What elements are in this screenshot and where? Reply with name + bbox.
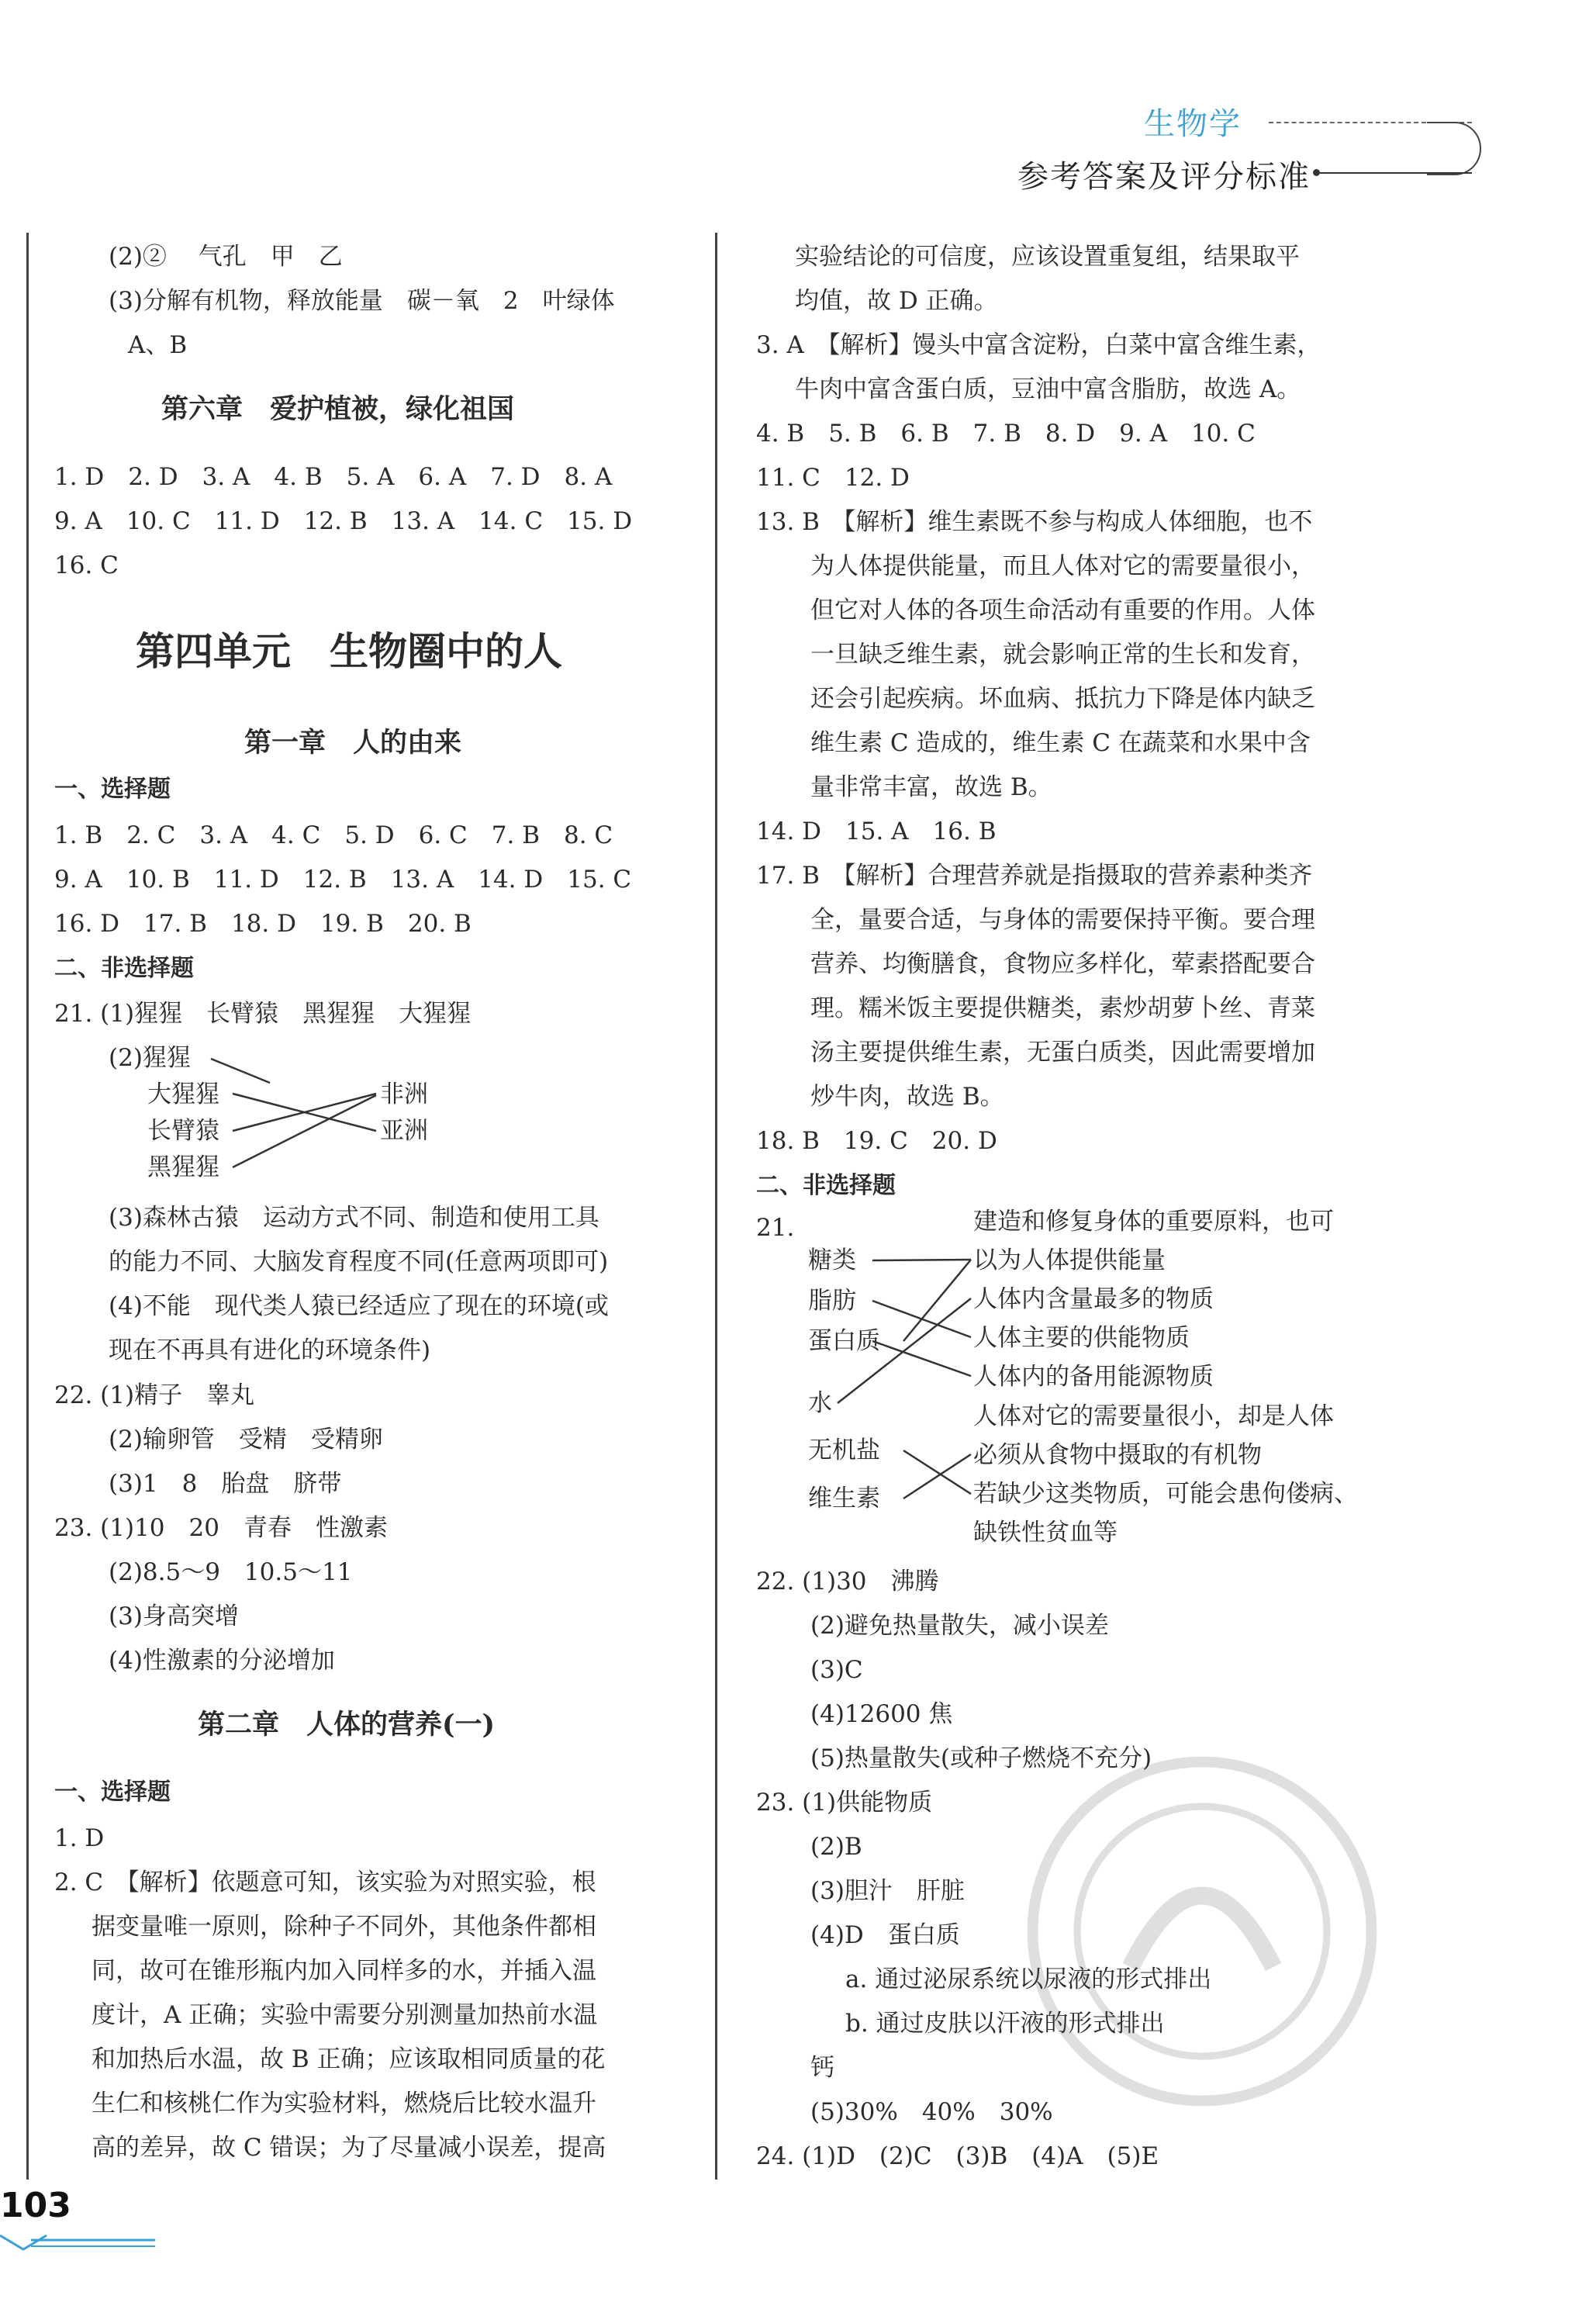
answer-line: (4)性激素的分泌增加 xyxy=(109,1647,335,1675)
answer-line: 9. A 10. C 11. D 12. B 13. A 14. C 15. D xyxy=(54,507,633,535)
answer-line: 9. A 10. B 11. D 12. B 13. A 14. D 15. C xyxy=(54,866,632,894)
answer-line: A、B xyxy=(128,331,188,359)
answer-line: 无机盐 xyxy=(808,1436,880,1464)
match-line xyxy=(211,1059,270,1083)
match-line xyxy=(903,1454,971,1499)
answer-line: (3)身高突增 xyxy=(109,1602,239,1630)
answer-line: (2)避免热量散失，减小误差 xyxy=(810,1612,1109,1640)
answer-line: 炒牛肉，故选 B。 xyxy=(810,1083,1004,1111)
answer-line: 22. (1)精子 睾丸 xyxy=(54,1381,255,1409)
answer-line: 亚洲 xyxy=(380,1117,428,1145)
answer-line: 3. A 【解析】馒头中富含淀粉，白菜中富含维生素， xyxy=(756,331,1321,359)
answer-line: (3)森林古猿 运动方式不同、制造和使用工具 xyxy=(109,1204,599,1232)
page-number-chevron-icon xyxy=(0,2232,155,2256)
answer-line: (5)30% 40% 30% xyxy=(810,2098,1053,2126)
answer-line: (5)热量散失(或种子燃烧不充分) xyxy=(810,1744,1152,1772)
chapter-heading: 第二章 人体的营养(一) xyxy=(198,1709,496,1741)
answer-line: 2. C 【解析】依题意可知，该实验为对照实验，根 xyxy=(54,1869,596,1896)
answer-line: 24. (1)D (2)C (3)B (4)A (5)E xyxy=(756,2142,1159,2170)
answer-line: 水 xyxy=(808,1389,832,1417)
answer-line: 非洲 xyxy=(380,1080,428,1108)
answer-line: (3)C xyxy=(810,1656,863,1684)
answer-line: 和加热后水温，故 B 正确；应该取相同质量的花 xyxy=(92,2045,606,2073)
section-heading: 二、非选择题 xyxy=(54,955,194,982)
answer-line: 一旦缺乏维生素，就会影响正常的生长和发育， xyxy=(810,641,1315,669)
answer-line: 13. B 【解析】维生素既不参与构成人体细胞，也不 xyxy=(756,508,1313,536)
answer-line: (2)B xyxy=(810,1833,862,1861)
answer-line: 18. B 19. C 20. D xyxy=(756,1127,997,1155)
answer-line: (2)8.5～9 10.5～11 xyxy=(109,1558,353,1586)
answer-line: 维生素 C 造成的，维生素 C 在蔬菜和水果中含 xyxy=(810,729,1311,757)
answer-line: 16. C xyxy=(54,551,119,579)
match-line xyxy=(903,1260,971,1341)
answer-line: 营养、均衡膳食，食物应多样化，荤素搭配要合 xyxy=(810,950,1315,978)
answer-line: 的能力不同、大脑发育程度不同(任意两项即可) xyxy=(109,1248,609,1276)
answer-line: 牛肉中富含蛋白质，豆油中富含脂肪，故选 A。 xyxy=(795,375,1301,403)
answer-line: 必须从食物中摄取的有机物 xyxy=(973,1441,1262,1469)
unit-heading: 第四单元 生物圈中的人 xyxy=(136,629,562,674)
chapter-heading: 第一章 人的由来 xyxy=(244,727,462,759)
answer-line: 蛋白质 xyxy=(808,1327,880,1355)
answer-line: 维生素 xyxy=(808,1485,880,1512)
watermark-seal-icon xyxy=(1024,1753,1380,2110)
answer-line: 人体内的备用能源物质 xyxy=(973,1363,1214,1391)
answer-line: (2)② 气孔 甲 乙 xyxy=(109,243,343,271)
answer-line: 汤主要提供维生素，无蛋白质类，因此需要增加 xyxy=(810,1039,1315,1067)
answer-line: (4)D 蛋白质 xyxy=(810,1921,960,1949)
answer-line: 大猩猩 xyxy=(147,1080,219,1108)
answer-line: 人体对它的需要量很小，却是人体 xyxy=(973,1402,1334,1430)
answer-line: (3)胆汁 肝脏 xyxy=(810,1877,965,1905)
chapter-heading: 第六章 爱护植被，绿化祖国 xyxy=(161,393,515,425)
answer-line: 23. (1)供能物质 xyxy=(756,1789,933,1817)
answer-line: 钙 xyxy=(810,2054,834,2082)
answer-line: 以为人体提供能量 xyxy=(973,1246,1166,1274)
page-number: 103 xyxy=(0,2186,71,2225)
header-subject: 生物学 xyxy=(1144,106,1242,142)
section-heading: 一、选择题 xyxy=(54,776,171,803)
header-title: 参考答案及评分标准 xyxy=(1017,159,1311,195)
answer-line: 均值，故 D 正确。 xyxy=(795,287,998,315)
answer-line: 11. C 12. D xyxy=(756,464,910,492)
match-line xyxy=(233,1095,376,1167)
answer-line: 同，故可在锥形瓶内加入同样多的水，并插入温 xyxy=(92,1957,596,1985)
answer-line: (3)1 8 胎盘 脐带 xyxy=(109,1470,342,1498)
answer-line: 17. B 【解析】合理营养就是指摄取的营养素种类齐 xyxy=(756,862,1313,890)
section-heading: 二、非选择题 xyxy=(756,1172,896,1199)
answer-line: (4)12600 焦 xyxy=(810,1700,953,1728)
answer-line: 缺铁性贫血等 xyxy=(973,1519,1118,1547)
answer-line: 22. (1)30 沸腾 xyxy=(756,1568,939,1595)
answer-line: 据变量唯一原则，除种子不同外，其他条件都相 xyxy=(92,1913,596,1941)
answer-line: 全，量要合适，与身体的需要保持平衡。要合理 xyxy=(810,906,1315,934)
answer-line: 实验结论的可信度，应该设置重复组，结果取平 xyxy=(795,243,1300,271)
answer-line: 还会引起疾病。坏血病、抵抗力下降是体内缺乏 xyxy=(810,685,1315,713)
answer-line: 长臂猿 xyxy=(147,1117,219,1145)
answer-line: 现在不再具有进化的环境条件) xyxy=(109,1336,431,1364)
answer-line: 14. D 15. A 16. B xyxy=(756,818,997,845)
answer-line: (2)猩猩 xyxy=(109,1044,191,1072)
answer-line: 若缺少这类物质，可能会患佝偻病、 xyxy=(973,1480,1358,1508)
answer-line: 1. D xyxy=(54,1824,105,1852)
answer-line: 量非常丰富，故选 B。 xyxy=(810,773,1052,801)
answer-line: (4)不能 现代类人猿已经适应了现在的环境(或 xyxy=(109,1292,610,1320)
match-line xyxy=(903,1450,971,1494)
answer-line: 21. xyxy=(756,1214,795,1242)
answer-line: 4. B 5. B 6. B 7. B 8. D 9. A 10. C xyxy=(756,420,1256,448)
answer-line: 23. (1)10 20 青春 性激素 xyxy=(54,1514,388,1542)
answer-line: a. 通过泌尿系统以尿液的形式排出 xyxy=(845,1965,1212,1993)
answer-line: 1. D 2. D 3. A 4. B 5. A 6. A 7. D 8. A xyxy=(54,463,613,491)
answer-line: 21. (1)猩猩 长臂猿 黑猩猩 大猩猩 xyxy=(54,1000,472,1028)
answer-line: 理。糯米饭主要提供糖类，素炒胡萝卜丝、青菜 xyxy=(810,994,1315,1022)
match-line xyxy=(872,1341,971,1376)
answer-line: 但它对人体的各项生命活动有重要的作用。人体 xyxy=(810,596,1315,624)
answer-line: 人体主要的供能物质 xyxy=(973,1324,1190,1352)
answer-line: 度计，A 正确；实验中需要分别测量加热前水温 xyxy=(92,2001,598,2029)
section-heading: 一、选择题 xyxy=(54,1779,171,1806)
match-line xyxy=(838,1298,971,1403)
answer-line: 生仁和核桃仁作为实验材料，燃烧后比较水温升 xyxy=(92,2090,596,2118)
answer-line: 人体内含量最多的物质 xyxy=(973,1285,1214,1313)
answer-line: (3)分解有机物，释放能量 碳－氧 2 叶绿体 xyxy=(109,287,615,315)
answer-line: (2)输卵管 受精 受精卵 xyxy=(109,1426,383,1454)
answer-line: 脂肪 xyxy=(808,1287,856,1315)
answer-line: 黑猩猩 xyxy=(147,1153,219,1181)
answer-line: b. 通过皮肤以汗液的形式排出 xyxy=(845,2010,1165,2038)
answer-line: 为人体提供能量，而且人体对它的需要量很小， xyxy=(810,552,1315,580)
answer-line: 糖类 xyxy=(808,1246,856,1274)
answer-line: 1. B 2. C 3. A 4. C 5. D 6. C 7. B 8. C xyxy=(54,821,613,849)
answer-line: 高的差异，故 C 错误；为了尽量减小误差，提高 xyxy=(92,2134,606,2162)
answer-line: 建造和修复身体的重要原料，也可 xyxy=(973,1208,1334,1236)
answer-line: 16. D 17. B 18. D 19. B 20. B xyxy=(54,910,472,938)
